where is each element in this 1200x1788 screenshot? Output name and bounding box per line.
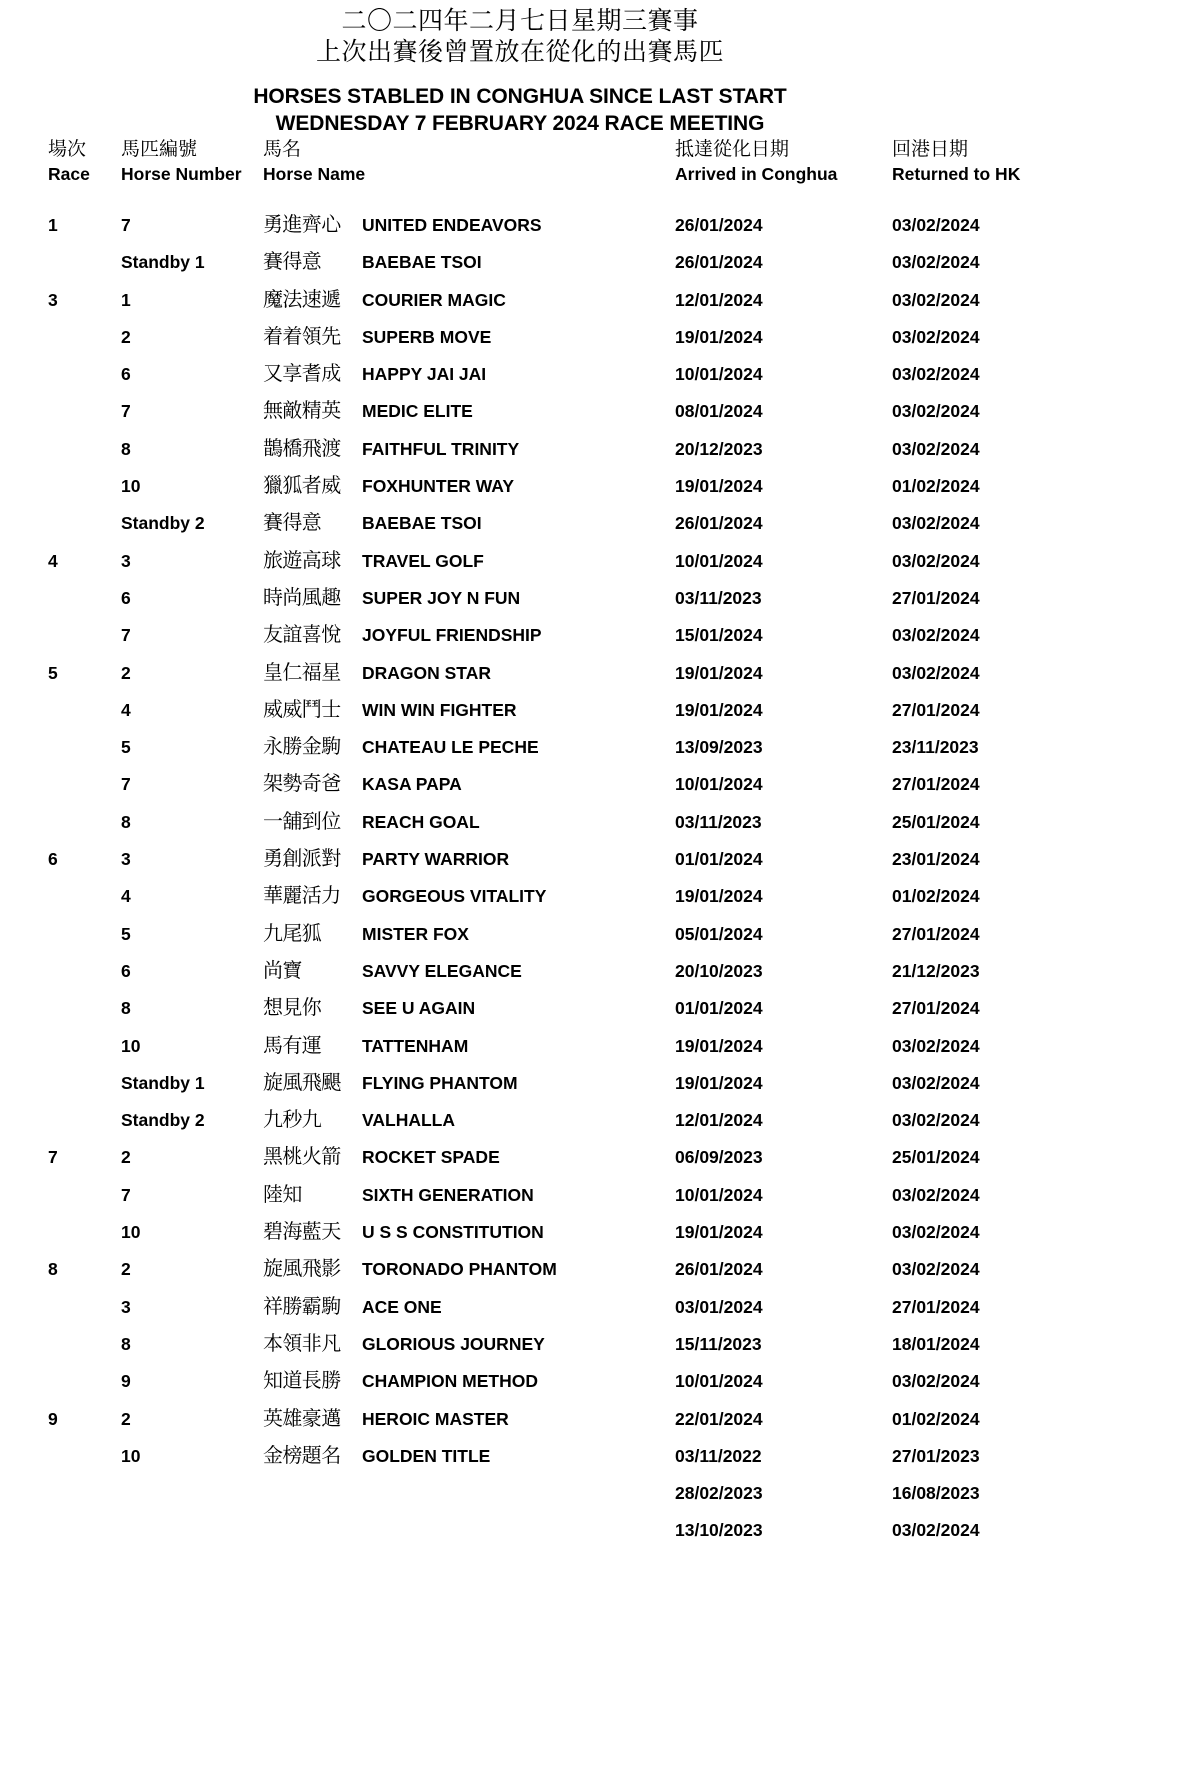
cell-arrived-in-conghua: 26/01/2024: [675, 1259, 763, 1280]
cell-returned-to-hk: 27/01/2024: [892, 998, 980, 1019]
cell-horse-number: 3: [121, 849, 131, 870]
cell-race: 1: [48, 215, 58, 235]
cell-returned-to-hk: 27/01/2024: [892, 1296, 980, 1317]
cell-horse-number: 4: [121, 699, 131, 720]
cell-arrived-in-conghua: 19/01/2024: [675, 1222, 763, 1243]
cell-horse-number: 8: [121, 438, 131, 459]
table-row: [0, 473, 1200, 510]
cell-race: 5: [48, 662, 58, 683]
cell-horse-name-chinese: 祥勝霸駒: [263, 1293, 341, 1318]
cell-horse-number: 6: [121, 960, 131, 981]
cell-horse-name-english: MISTER FOX: [362, 923, 469, 944]
cell-horse-number: 6: [121, 364, 131, 385]
column-header-horse-number-zh: 馬匹編號: [121, 138, 198, 160]
cell-horse-name-chinese: 碧海藍天: [263, 1219, 341, 1244]
table-row: [0, 1368, 1200, 1405]
cell-arrived-in-conghua: 20/10/2023: [675, 960, 763, 981]
cell-horse-name-chinese: 知道長勝: [263, 1368, 341, 1393]
cell-horse-number: 10: [121, 1445, 141, 1466]
cell-horse-name-chinese: 馬有運: [263, 1032, 322, 1057]
cell-horse-name-chinese: 勇進齊心: [263, 212, 341, 236]
cell-returned-to-hk: 03/02/2024: [892, 1184, 980, 1205]
cell-horse-number: 8: [121, 998, 131, 1019]
cell-horse-name-chinese: 華麗活力: [263, 883, 341, 908]
cell-horse-name-chinese: 本領非凡: [263, 1330, 341, 1355]
cell-arrived-in-conghua: 19/01/2024: [675, 699, 763, 720]
cell-horse-name-english: CHATEAU LE PECHE: [362, 737, 539, 758]
title-english-line1: HORSES STABLED IN CONGHUA SINCE LAST START: [253, 85, 787, 108]
cell-arrived-in-conghua: 03/11/2022: [675, 1445, 762, 1466]
cell-horse-name-chinese: 架勢奇爸: [263, 771, 341, 796]
cell-arrived-in-conghua: 19/01/2024: [675, 1035, 763, 1056]
cell-horse-name-english: KASA PAPA: [362, 774, 462, 795]
column-header-arrived-zh: 抵達從化日期: [675, 138, 790, 160]
cell-race: 3: [48, 289, 58, 310]
column-header-returned-zh: 回港日期: [892, 138, 969, 160]
cell-returned-to-hk: 03/02/2024: [892, 215, 980, 235]
table-row: [0, 660, 1200, 697]
cell-returned-to-hk: 25/01/2024: [892, 1147, 980, 1168]
column-header-horse-number-en: Horse Number: [121, 164, 242, 185]
cell-horse-number: 2: [121, 1408, 131, 1429]
cell-returned-to-hk: 25/01/2024: [892, 811, 980, 832]
cell-race: 7: [48, 1147, 58, 1168]
cell-horse-name-english: HEROIC MASTER: [362, 1408, 509, 1429]
table-row: [0, 1219, 1200, 1256]
table-row: [0, 1517, 1200, 1554]
cell-arrived-in-conghua: 20/12/2023: [675, 438, 763, 459]
cell-arrived-in-conghua: 12/01/2024: [675, 1110, 763, 1131]
cell-horse-name-chinese: 旅遊高球: [263, 547, 341, 572]
cell-returned-to-hk: 03/02/2024: [892, 1072, 980, 1093]
table-row: [0, 958, 1200, 995]
column-header-arrived-in-conghua: [675, 138, 837, 186]
cell-horse-number: 5: [121, 923, 131, 944]
cell-horse-number: 7: [121, 625, 131, 646]
cell-arrived-in-conghua: 26/01/2024: [675, 215, 763, 235]
cell-returned-to-hk: 03/02/2024: [892, 364, 980, 385]
title-english-line2: WEDNESDAY 7 FEBRUARY 2024 RACE MEETING: [275, 111, 765, 135]
table-row: [0, 548, 1200, 585]
column-header-race-en: Race: [48, 164, 90, 185]
cell-horse-number: 10: [121, 1222, 141, 1243]
cell-arrived-in-conghua: 19/01/2024: [675, 326, 763, 347]
cell-arrived-in-conghua: 10/01/2024: [675, 1371, 763, 1392]
cell-horse-number: 2: [121, 326, 131, 347]
cell-arrived-in-conghua: 19/01/2024: [675, 886, 763, 907]
cell-returned-to-hk: 03/02/2024: [892, 1035, 980, 1056]
table-row: [0, 1070, 1200, 1107]
cell-horse-name-chinese: 魔法速遞: [263, 286, 341, 311]
cell-horse-number: Standby 1: [121, 1072, 205, 1093]
table-row: [0, 398, 1200, 435]
cell-horse-number: 2: [121, 662, 131, 683]
title-chinese-line2: 上次出賽後曾置放在從化的出賽馬匹: [315, 36, 724, 66]
cell-horse-number: 10: [121, 1035, 141, 1056]
cell-horse-name-english: SAVVY ELEGANCE: [362, 960, 522, 981]
cell-horse-name-chinese: 陸知: [263, 1181, 302, 1206]
table-body: [0, 212, 1200, 1555]
cell-returned-to-hk: 18/01/2024: [892, 1333, 980, 1354]
cell-horse-name-english: CHAMPION METHOD: [362, 1371, 538, 1392]
cell-arrived-in-conghua: 06/09/2023: [675, 1147, 763, 1168]
cell-returned-to-hk: 03/02/2024: [892, 625, 980, 646]
cell-returned-to-hk: 01/02/2024: [892, 476, 980, 497]
table-row: [0, 1331, 1200, 1368]
cell-returned-to-hk: 27/01/2024: [892, 774, 980, 795]
table-row: [0, 622, 1200, 659]
table-header-row: [0, 138, 1200, 190]
cell-horse-name-english: PARTY WARRIOR: [362, 849, 510, 870]
cell-arrived-in-conghua: 10/01/2024: [675, 550, 763, 571]
cell-arrived-in-conghua: 08/01/2024: [675, 401, 763, 422]
cell-horse-name-chinese: 黑桃火箭: [263, 1144, 341, 1169]
cell-returned-to-hk: 03/02/2024: [892, 1259, 980, 1280]
cell-horse-name-chinese: 又享耆成: [263, 361, 341, 386]
cell-horse-name-english: SIXTH GENERATION: [362, 1184, 534, 1205]
cell-horse-name-chinese: 勇創派對: [263, 846, 341, 871]
column-header-race: [48, 138, 90, 186]
cell-horse-name-chinese: 九秒九: [263, 1107, 322, 1132]
cell-horse-number: Standby 2: [121, 1110, 205, 1131]
document-header: [0, 6, 1040, 137]
cell-horse-name-english: SUPERB MOVE: [362, 326, 492, 347]
cell-horse-name-english: VALHALLA: [362, 1110, 455, 1131]
cell-race: 4: [48, 550, 58, 571]
cell-returned-to-hk: 03/02/2024: [892, 1371, 980, 1392]
cell-horse-name-english: WIN WIN FIGHTER: [362, 699, 517, 720]
cell-horse-name-english: HAPPY JAI JAI: [362, 364, 487, 385]
cell-arrived-in-conghua: 13/09/2023: [675, 737, 763, 758]
table-row: [0, 510, 1200, 547]
cell-horse-number: 2: [121, 1147, 131, 1168]
cell-horse-name-chinese: 無敵精英: [263, 398, 341, 423]
cell-returned-to-hk: 27/01/2023: [892, 1445, 980, 1466]
column-header-returned-to-hk: [892, 138, 1020, 186]
cell-horse-name-chinese: 一舖到位: [263, 808, 341, 833]
cell-horse-name-english: FLYING PHANTOM: [362, 1072, 518, 1093]
cell-horse-name-chinese: 永勝金駒: [263, 734, 341, 759]
cell-horse-name-chinese: 英雄豪邁: [263, 1405, 341, 1430]
cell-arrived-in-conghua: 19/01/2024: [675, 662, 763, 683]
cell-arrived-in-conghua: 19/01/2024: [675, 1072, 763, 1093]
cell-returned-to-hk: 03/02/2024: [892, 513, 980, 534]
table-row: [0, 1182, 1200, 1219]
cell-horse-number: 3: [121, 550, 131, 571]
cell-horse-name-english: FOXHUNTER WAY: [362, 476, 515, 497]
cell-arrived-in-conghua: 15/11/2023: [675, 1333, 762, 1354]
cell-horse-name-chinese: 獵狐者威: [263, 473, 341, 498]
cell-horse-name-english: BAEBAE TSOI: [362, 252, 482, 273]
cell-returned-to-hk: 03/02/2024: [892, 662, 980, 683]
cell-returned-to-hk: 27/01/2024: [892, 587, 980, 608]
cell-horse-number: 7: [121, 774, 131, 795]
cell-arrived-in-conghua: 03/11/2023: [675, 587, 762, 608]
table-row: [0, 1144, 1200, 1181]
cell-horse-number: 7: [121, 401, 131, 422]
cell-horse-name-english: GLORIOUS JOURNEY: [362, 1333, 545, 1354]
cell-arrived-in-conghua: 03/11/2023: [675, 811, 762, 832]
cell-arrived-in-conghua: 28/02/2023: [675, 1483, 763, 1504]
column-header-horse-name-zh: 馬名: [263, 138, 302, 160]
cell-returned-to-hk: 03/02/2024: [892, 252, 980, 273]
cell-horse-name-english: MEDIC ELITE: [362, 401, 473, 422]
table-row: [0, 212, 1200, 249]
column-header-arrived-en: Arrived in Conghua: [675, 164, 838, 185]
cell-horse-name-chinese: 尚寶: [263, 957, 302, 982]
cell-arrived-in-conghua: 22/01/2024: [675, 1408, 763, 1429]
cell-returned-to-hk: 03/02/2024: [892, 289, 980, 310]
cell-horse-name-chinese: 賽得意: [263, 249, 322, 274]
cell-horse-number: 9: [121, 1371, 131, 1392]
cell-race: 9: [48, 1408, 58, 1429]
table-row: [0, 771, 1200, 808]
cell-horse-name-english: TRAVEL GOLF: [362, 550, 484, 571]
cell-horse-name-english: JOYFUL FRIENDSHIP: [362, 625, 542, 646]
table-row: [0, 585, 1200, 622]
table-row: [0, 287, 1200, 324]
cell-horse-name-english: ROCKET SPADE: [362, 1147, 500, 1168]
cell-horse-name-chinese: 想見你: [263, 995, 322, 1020]
cell-horse-name-english: SEE U AGAIN: [362, 998, 476, 1019]
cell-horse-name-chinese: 賽得意: [263, 510, 322, 535]
table-row: [0, 883, 1200, 920]
cell-returned-to-hk: 16/08/2023: [892, 1483, 980, 1504]
cell-returned-to-hk: 27/01/2024: [892, 923, 980, 944]
table-row: [0, 1480, 1200, 1517]
cell-returned-to-hk: 27/01/2024: [892, 699, 980, 720]
cell-returned-to-hk: 21/12/2023: [892, 960, 980, 981]
table-row: [0, 249, 1200, 286]
cell-returned-to-hk: 03/02/2024: [892, 1222, 980, 1243]
table-row: [0, 846, 1200, 883]
table-row: [0, 1443, 1200, 1480]
cell-arrived-in-conghua: 10/01/2024: [675, 1184, 763, 1205]
cell-horse-name-chinese: 旋風飛影: [263, 1256, 341, 1281]
table-row: [0, 995, 1200, 1032]
table-row: [0, 1033, 1200, 1070]
cell-horse-name-english: BAEBAE TSOI: [362, 513, 482, 534]
cell-arrived-in-conghua: 01/01/2024: [675, 998, 763, 1019]
cell-arrived-in-conghua: 19/01/2024: [675, 476, 763, 497]
cell-returned-to-hk: 01/02/2024: [892, 886, 980, 907]
cell-returned-to-hk: 03/02/2024: [892, 550, 980, 571]
table-row: [0, 436, 1200, 473]
table-row: [0, 697, 1200, 734]
cell-horse-number: 8: [121, 1333, 131, 1354]
cell-horse-number: 5: [121, 737, 131, 758]
cell-arrived-in-conghua: 01/01/2024: [675, 849, 763, 870]
cell-arrived-in-conghua: 10/01/2024: [675, 774, 763, 795]
cell-horse-number: 10: [121, 476, 141, 497]
cell-horse-name-chinese: 旋風飛颶: [263, 1069, 341, 1094]
cell-horse-name-english: GORGEOUS VITALITY: [362, 886, 547, 907]
cell-horse-number: 7: [121, 215, 131, 235]
cell-horse-name-chinese: 友誼喜悅: [263, 622, 341, 647]
cell-returned-to-hk: 03/02/2024: [892, 401, 980, 422]
cell-horse-name-chinese: 着着領先: [263, 323, 341, 348]
table-row: [0, 734, 1200, 771]
cell-race: 8: [48, 1259, 58, 1280]
cell-horse-name-english: UNITED ENDEAVORS: [362, 215, 542, 235]
cell-horse-name-english: ACE ONE: [362, 1296, 442, 1317]
table-row: [0, 921, 1200, 958]
cell-arrived-in-conghua: 15/01/2024: [675, 625, 763, 646]
cell-horse-number: 8: [121, 811, 131, 832]
column-header-returned-en: Returned to HK: [892, 164, 1021, 185]
cell-returned-to-hk: 23/01/2024: [892, 849, 980, 870]
column-header-horse-number: [121, 138, 242, 186]
cell-horse-name-english: SUPER JOY N FUN: [362, 587, 521, 608]
cell-horse-name-chinese: 鵲橋飛渡: [263, 435, 341, 460]
table-row: [0, 1406, 1200, 1443]
cell-horse-name-chinese: 威威鬥士: [263, 696, 341, 721]
cell-returned-to-hk: 23/11/2023: [892, 737, 979, 758]
cell-horse-number: Standby 2: [121, 513, 205, 534]
table-row: [0, 1294, 1200, 1331]
cell-race: 6: [48, 849, 58, 870]
column-header-race-zh: 場次: [48, 138, 87, 160]
table-row: [0, 809, 1200, 846]
cell-returned-to-hk: 01/02/2024: [892, 1408, 980, 1429]
cell-arrived-in-conghua: 26/01/2024: [675, 252, 763, 273]
cell-horse-number: 6: [121, 587, 131, 608]
cell-horse-name-english: DRAGON STAR: [362, 662, 491, 683]
cell-returned-to-hk: 03/02/2024: [892, 1110, 980, 1131]
cell-arrived-in-conghua: 03/01/2024: [675, 1296, 763, 1317]
cell-horse-name-english: REACH GOAL: [362, 811, 480, 832]
cell-horse-name-chinese: 金榜題名: [263, 1442, 341, 1467]
cell-horse-name-chinese: 時尚風趣: [263, 584, 341, 609]
cell-arrived-in-conghua: 26/01/2024: [675, 513, 763, 534]
cell-horse-name-english: TATTENHAM: [362, 1035, 469, 1056]
cell-horse-name-chinese: 九尾狐: [263, 920, 322, 945]
table-row: [0, 1107, 1200, 1144]
cell-arrived-in-conghua: 13/10/2023: [675, 1520, 763, 1541]
table-row: [0, 324, 1200, 361]
table-row: [0, 1256, 1200, 1293]
cell-horse-number: 2: [121, 1259, 131, 1280]
column-header-horse-name-en: Horse Name: [263, 164, 366, 185]
cell-horse-number: Standby 1: [121, 252, 205, 273]
cell-arrived-in-conghua: 12/01/2024: [675, 289, 763, 310]
cell-horse-name-english: TORONADO PHANTOM: [362, 1259, 557, 1280]
cell-horse-number: 7: [121, 1184, 131, 1205]
cell-horse-name-chinese: 皇仁福星: [263, 659, 341, 684]
cell-horse-number: 1: [121, 289, 131, 310]
table-row: [0, 361, 1200, 398]
cell-arrived-in-conghua: 05/01/2024: [675, 923, 763, 944]
cell-returned-to-hk: 03/02/2024: [892, 438, 980, 459]
cell-arrived-in-conghua: 10/01/2024: [675, 364, 763, 385]
cell-horse-name-english: GOLDEN TITLE: [362, 1445, 491, 1466]
column-header-horse-name: [263, 138, 365, 186]
cell-horse-name-english: FAITHFUL TRINITY: [362, 438, 520, 459]
cell-horse-name-english: U S S CONSTITUTION: [362, 1222, 544, 1243]
cell-horse-number: 3: [121, 1296, 131, 1317]
cell-horse-name-english: COURIER MAGIC: [362, 289, 506, 310]
title-chinese-line1: 二〇二四年二月七日星期三賽事: [341, 6, 699, 35]
cell-horse-number: 4: [121, 886, 131, 907]
cell-returned-to-hk: 03/02/2024: [892, 1520, 980, 1541]
cell-returned-to-hk: 03/02/2024: [892, 326, 980, 347]
